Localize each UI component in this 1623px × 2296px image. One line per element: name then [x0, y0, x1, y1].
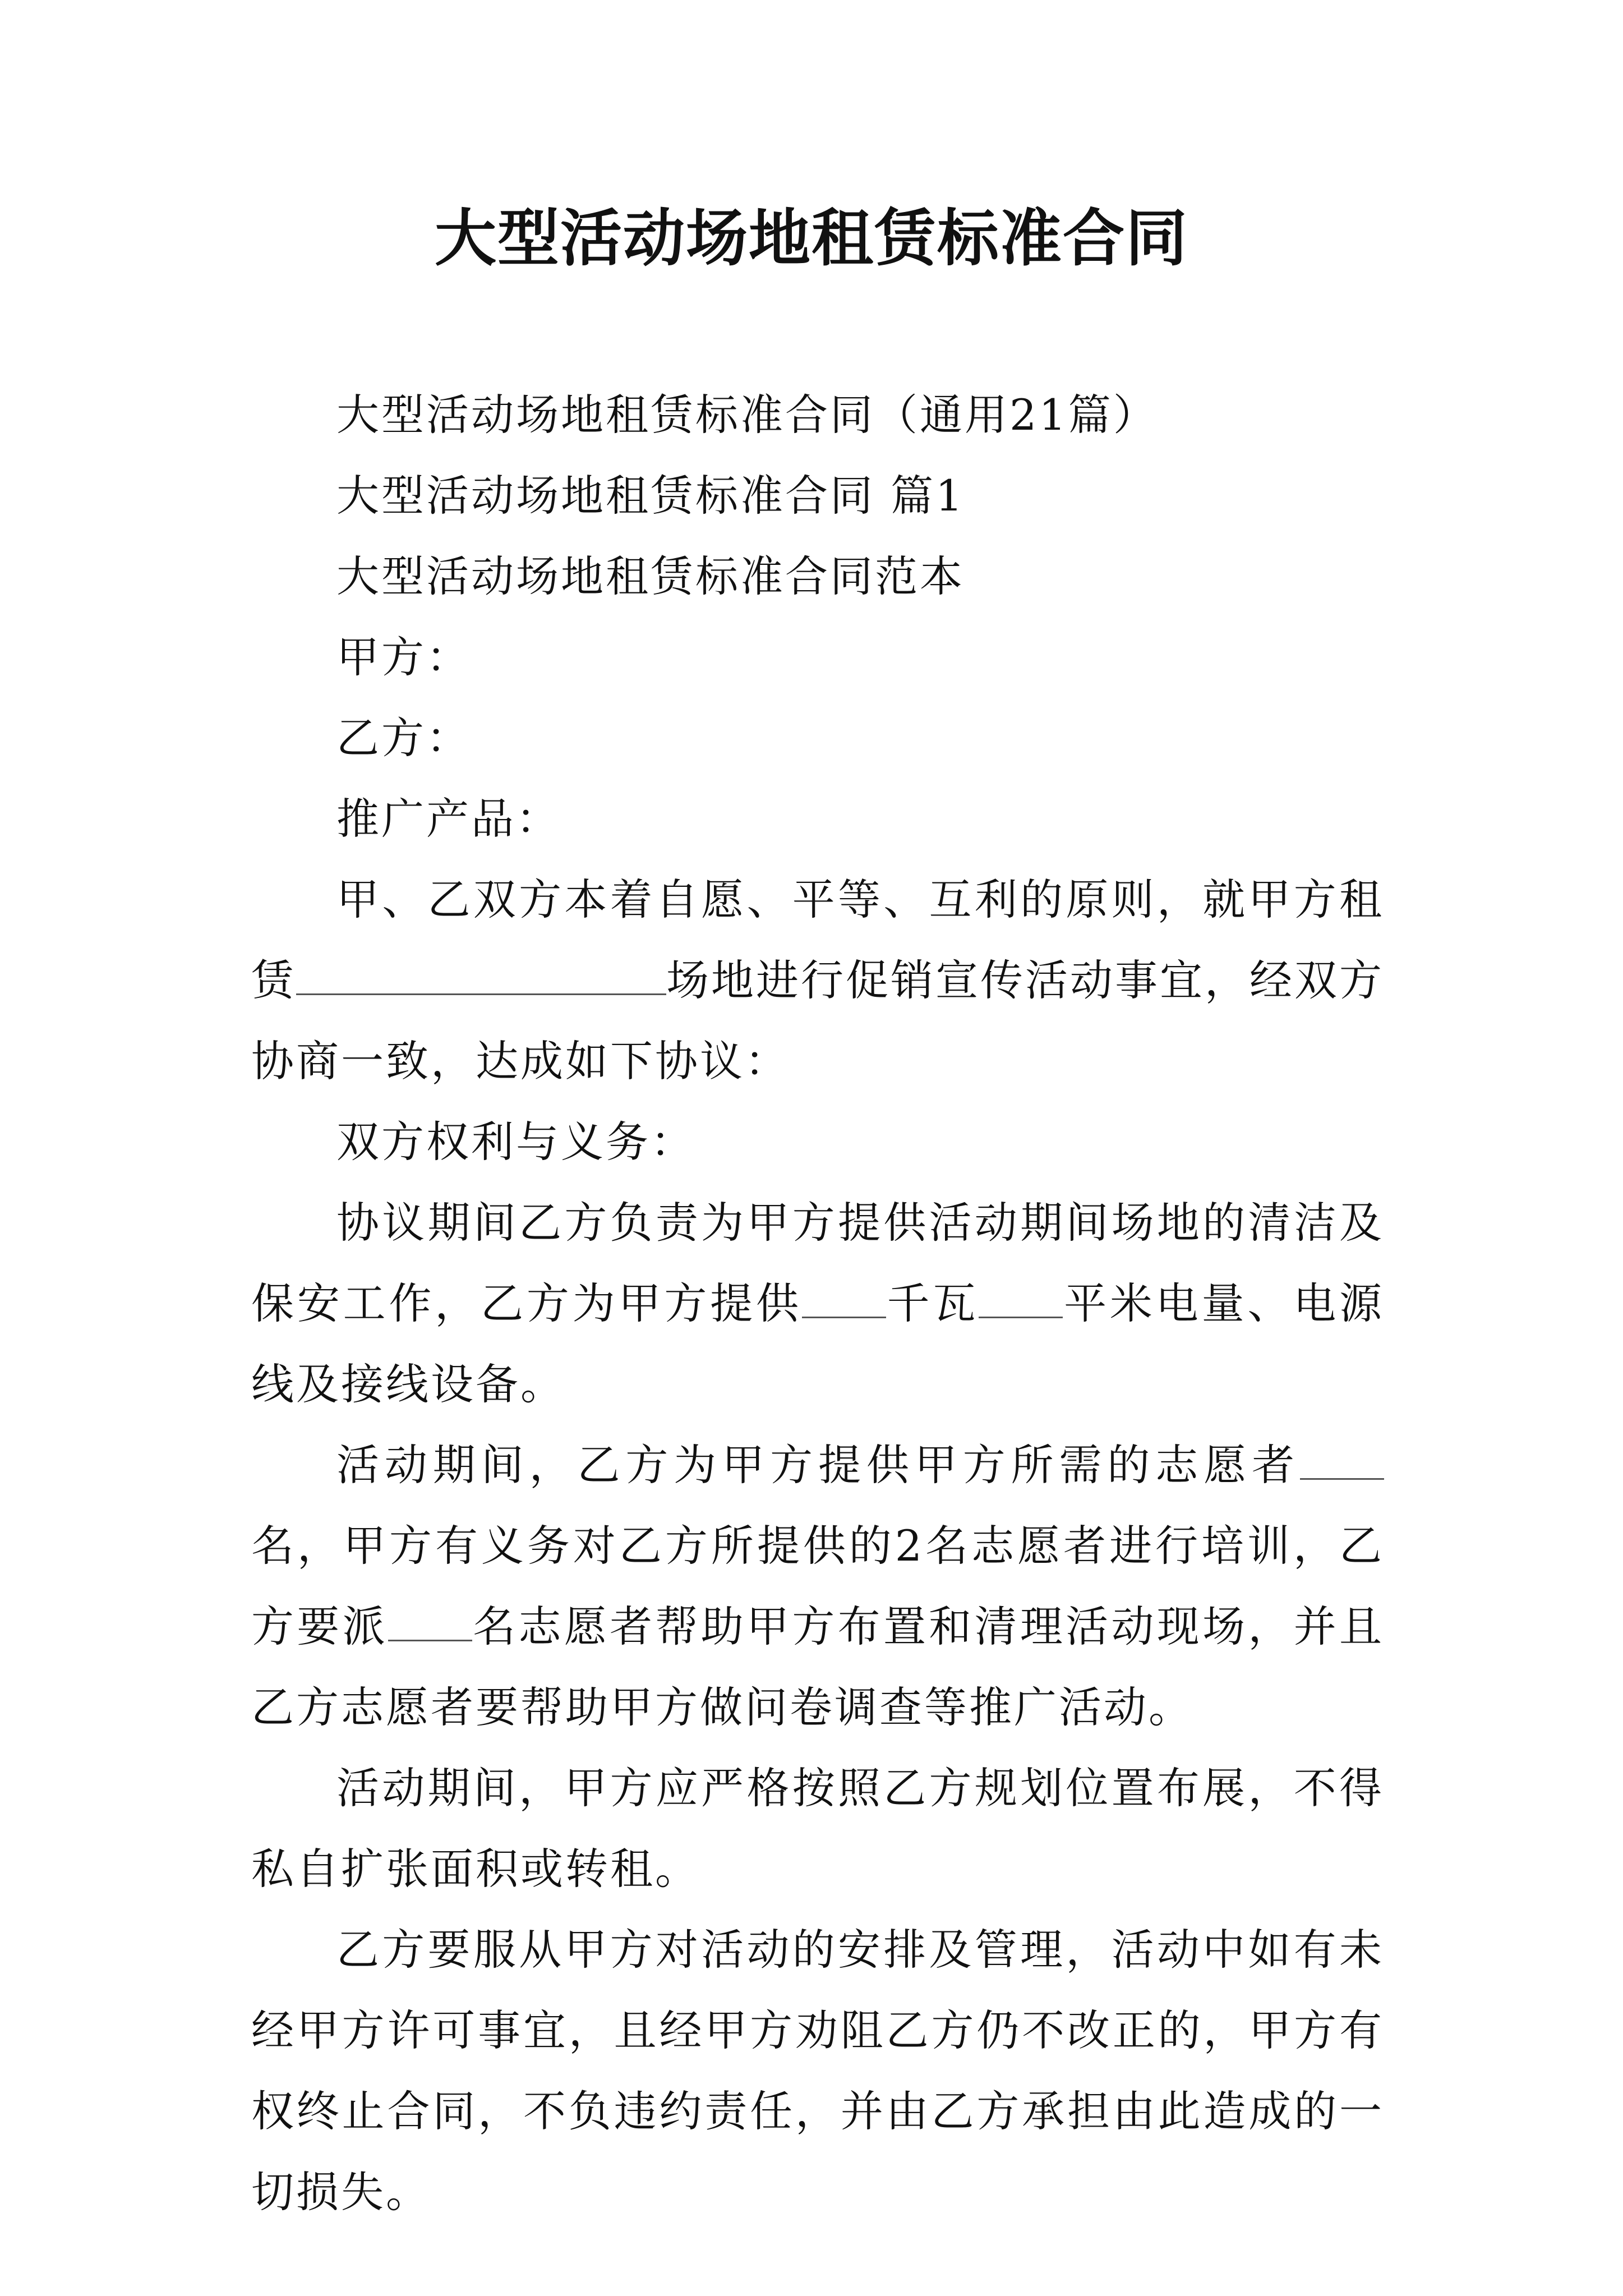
party-a-label: 甲方： [336, 632, 471, 682]
paragraph-agreement-intro [251, 859, 1384, 1102]
area-blank-line [979, 1276, 1063, 1318]
product-label: 推广产品： [336, 794, 561, 844]
cleaning-text-1: 协议期间乙方负责为甲方提供活动期间场地的清洁及保安工作，乙方为甲方提供 [251, 1198, 1384, 1328]
paragraph-volunteers [251, 1425, 1384, 1748]
agreement-intro-text-1: 甲、乙双方本着自愿、平等、互利的原则，就甲方租赁 [251, 875, 1384, 1005]
paragraph-layout-rules: 活动期间，甲方应严格按照乙方规划位置布展，不得私自扩张面积或转租。 [251, 1763, 1384, 1894]
venue-blank-line [296, 953, 666, 995]
dispatch-count-blank-line [388, 1599, 472, 1641]
cleaning-text-3: 平米电量、电源线及接线设备。 [251, 1278, 1385, 1409]
agreement-intro-text-2: 场地进行促销宣传活动事宜，经双方协商一致，达成如下协议： [251, 955, 1384, 1086]
paragraph-subtitle: 大型活动场地租赁标准合同（通用21篇） [336, 390, 1158, 440]
volunteers-text-1: 活动期间，乙方为甲方提供甲方所需的志愿者 [336, 1440, 1300, 1490]
paragraph-template-heading: 大型活动场地租赁标准合同范本 [336, 551, 965, 601]
document-title: 大型活动场地租赁标准合同 [435, 203, 1188, 274]
volunteer-count-blank-line [1300, 1438, 1384, 1480]
cleaning-text-2: 千瓦 [886, 1278, 979, 1328]
party-b-label: 乙方： [336, 713, 471, 763]
paragraph-rights-heading: 双方权利与义务： [336, 1117, 695, 1167]
volunteers-text-3: 名志愿者帮助甲方布置和清理活动现场，并且乙方志愿者要帮助甲方做问卷调查等推广活动。 [251, 1602, 1385, 1732]
document-body [251, 375, 1384, 2233]
volunteers-text-2: 名，甲方有义务对乙方所提供的2名志愿者进行培训，乙方要派 [251, 1521, 1384, 1651]
paragraph-management: 乙方要服从甲方对活动的安排及管理，活动中如有未经甲方许可事宜，且经甲方劝阻乙方仍不改正的，甲方有权终止合同，不负违约责任，并由乙方承担由此造成的一切损失。 [251, 1925, 1384, 2217]
kilowatt-blank-line [802, 1276, 886, 1318]
paragraph-section-heading: 大型活动场地租赁标准合同 篇1 [336, 471, 965, 521]
paragraph-cleaning-security [251, 1182, 1384, 1425]
